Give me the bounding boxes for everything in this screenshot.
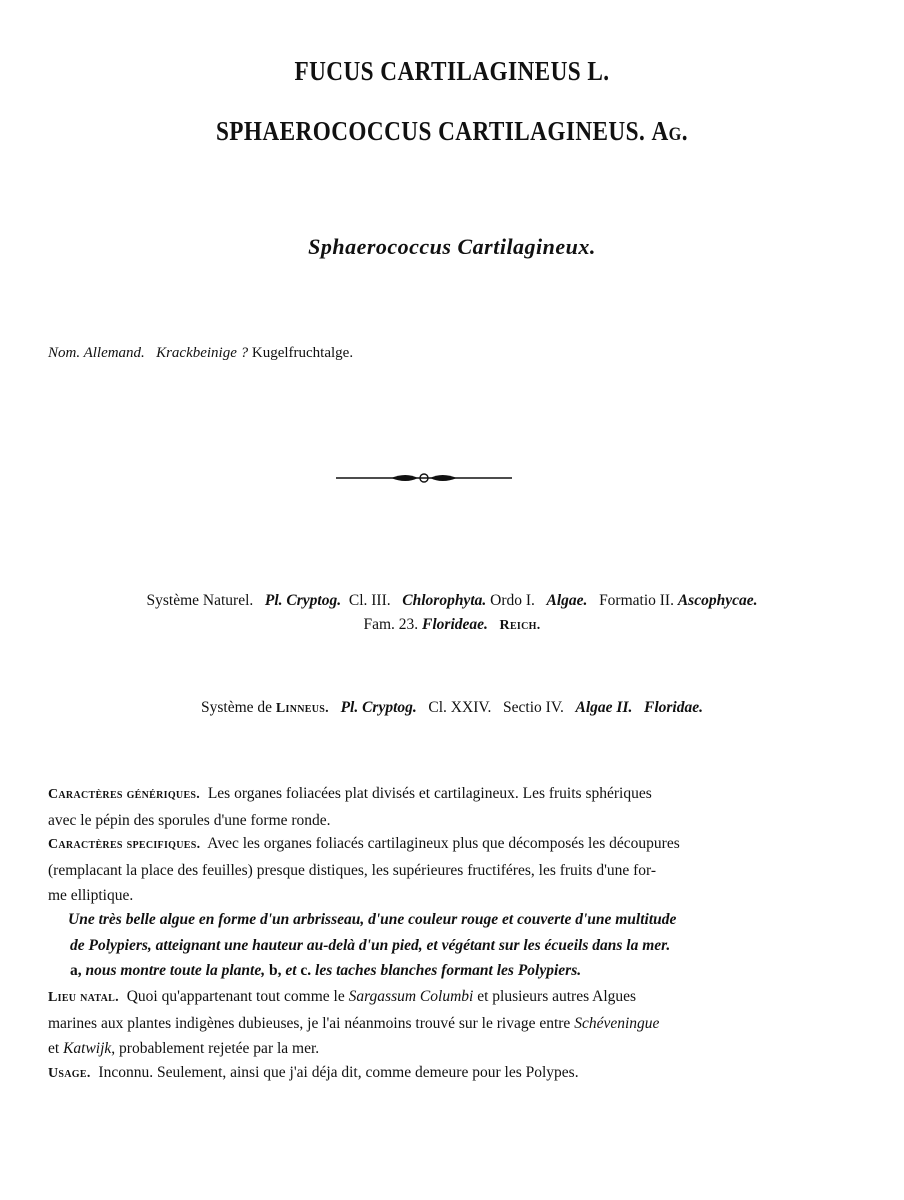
description	[48, 907, 858, 984]
spec-line-1	[48, 831, 858, 858]
sn-p5: Algae.	[546, 592, 588, 609]
desc-line-3	[48, 958, 858, 984]
desc-a: a,	[70, 962, 82, 979]
desc-line-2: de Polypiers, atteignant une hauteur au-delà d'un pied, et végétant sur les écueils dans la mer.	[70, 936, 671, 954]
sn-p3: Chlorophyta.	[402, 592, 487, 609]
lieu-line-2	[48, 1011, 858, 1037]
desc-line-1: Une très belle algue en forme d'un arbrisseau, d'une couleur rouge et couverte d'une multitude	[68, 911, 677, 928]
lieu-line-1	[48, 984, 858, 1011]
spec-text-2: (remplacant la place des feuilles) presque distiques, les supérieures fructiféres, les fruits d'une for-	[48, 861, 657, 879]
sn-p10: Reich.	[499, 618, 541, 633]
desc-d: et	[285, 962, 297, 979]
sl-p5: Floridae.	[644, 699, 703, 716]
sl-label-a: Système de	[201, 699, 273, 716]
sn-p4: Ordo I.	[490, 592, 535, 609]
systeme-naturel-label: Système Naturel.	[146, 592, 254, 609]
sn-p1: Pl. Cryptog.	[264, 592, 342, 609]
nom-allemand	[48, 345, 353, 362]
sn-p9: Florideae.	[422, 616, 488, 633]
sl-label-b: Linneus.	[275, 701, 329, 716]
sn-p2: Cl. III.	[348, 592, 391, 609]
desc-e: c.	[300, 962, 312, 979]
usage	[48, 1060, 858, 1087]
sn-p7: Ascophycae.	[677, 592, 758, 609]
lieu-text-3a: et	[48, 1040, 60, 1057]
lieu-text-3b: Katwijk	[63, 1040, 112, 1057]
spec-text-3: me elliptique.	[48, 887, 134, 904]
usage-text: Inconnu. Seulement, ainsi que j'ai déja dit, comme demeure pour les Polypes.	[98, 1064, 579, 1081]
systeme-naturel-line-1	[0, 589, 904, 613]
nom-label: Nom. Allemand.	[48, 345, 145, 361]
nom-name: Kugelfruchtalge.	[251, 345, 354, 361]
title-line-1	[63, 56, 840, 87]
gen-text-1: Les organes foliacées plat divisés et cartilagineux. Les fruits sphériques	[207, 785, 652, 802]
lieu-natal	[48, 984, 858, 1062]
nom-italic-name: Krackbeinige ?	[156, 345, 249, 361]
caracteres-specifiques	[48, 831, 858, 909]
sl-p4: Algae II.	[575, 699, 633, 716]
systeme-naturel-line-2	[0, 613, 904, 638]
lieu-text-2a: marines aux plantes indigènes dubieuses, je l'ai néanmoins trouvé sur le rivage entre	[48, 1014, 571, 1032]
spec-text-1: Avec les organes foliacés cartilagineux plus que décomposés les découpures	[207, 835, 680, 852]
lieu-text-1c: et plusieurs autres Algues	[477, 988, 637, 1005]
gen-text-2: avec le pépin des sporules d'une forme ronde.	[48, 811, 331, 829]
title-author: Ag.	[651, 116, 689, 146]
sn-p8: Fam. 23.	[363, 616, 419, 633]
desc-b: nous montre toute la plante,	[85, 962, 266, 979]
desc-f: les taches blanches formant les Polypiers.	[315, 962, 582, 979]
sl-p3: Sectio IV.	[503, 699, 564, 716]
lieu-heading: Lieu natal.	[48, 990, 119, 1005]
sl-p1: Pl. Cryptog.	[340, 699, 417, 716]
lieu-line-3	[48, 1036, 858, 1062]
sl-p2: Cl. XXIV.	[428, 699, 492, 716]
spec-heading: Caractères specifiques.	[48, 837, 201, 852]
systeme-linneus	[0, 699, 904, 717]
ornament-divider-icon	[336, 468, 512, 488]
title-sphaerococcus: SPHAEROCOCCUS CARTILAGINEUS.	[215, 116, 646, 146]
lieu-text-2b: Schéveningue	[574, 1014, 660, 1032]
lieu-text-1b: Sargassum Columbi	[348, 988, 474, 1005]
title-line-2	[63, 116, 840, 147]
lieu-text-1a: Quoi qu'appartenant tout comme le	[126, 988, 345, 1005]
subtitle: Sphaerococcus Cartilagineux.	[308, 234, 596, 259]
usage-heading: Usage.	[48, 1066, 91, 1081]
sn-p6: Formatio II.	[599, 592, 674, 609]
caracteres-generiques	[48, 781, 858, 833]
gen-heading: Caractères génériques.	[48, 787, 201, 802]
lieu-text-3c: , probablement rejetée par la mer.	[111, 1040, 320, 1057]
systeme-naturel	[0, 589, 904, 638]
desc-c: b,	[268, 962, 282, 979]
title-fucus: FUCUS CARTILAGINEUS L.	[294, 56, 610, 86]
gen-line-1	[48, 781, 858, 808]
